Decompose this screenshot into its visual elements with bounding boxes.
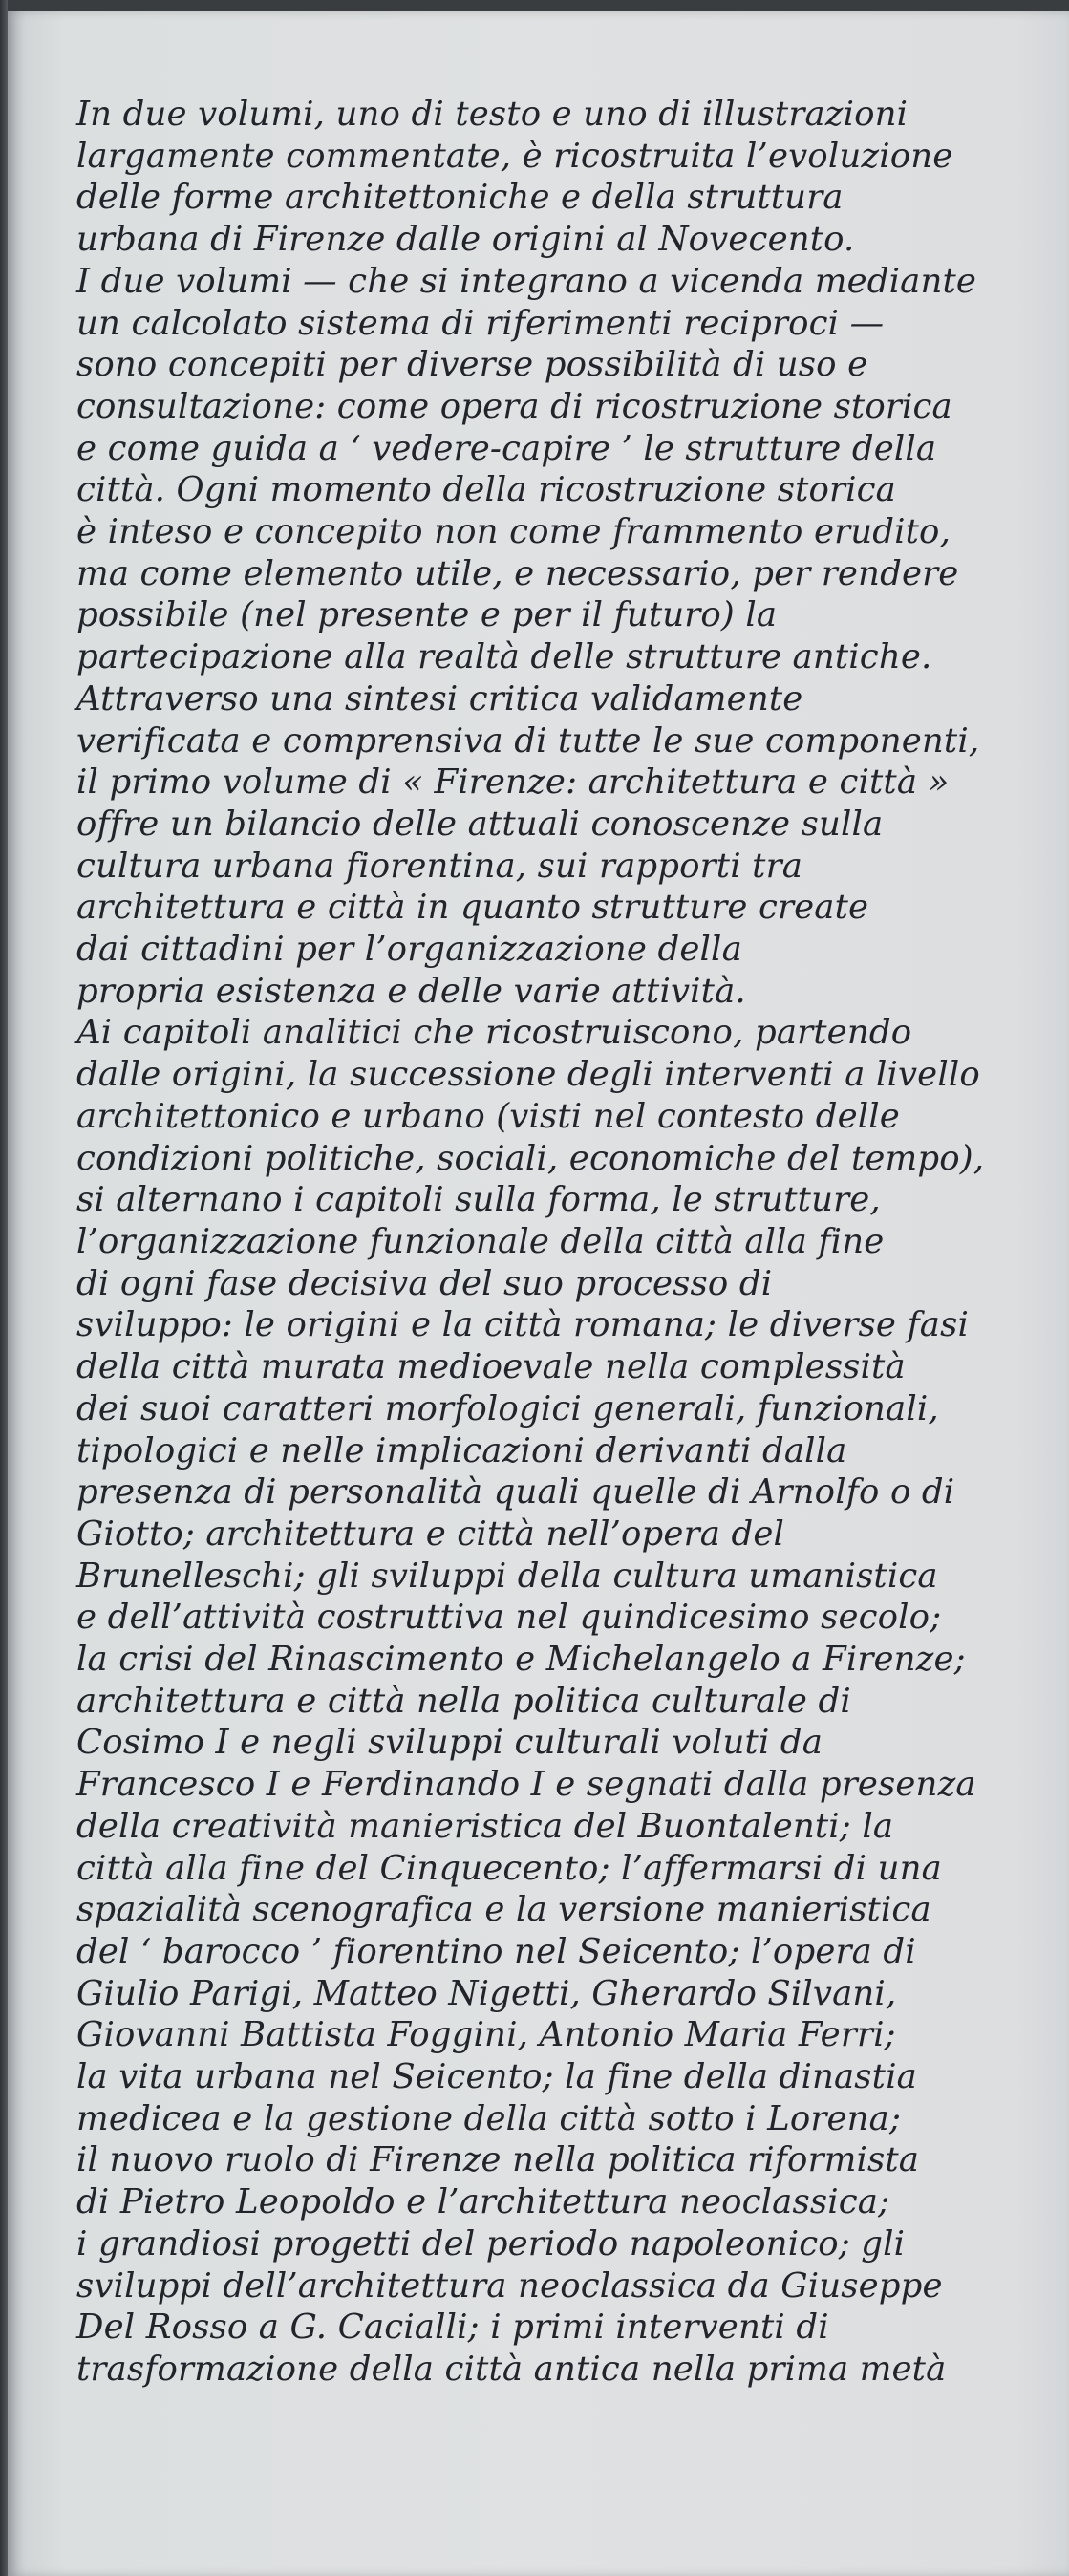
text-line: partecipazione alla realtà delle strutture antiche. — [76, 637, 932, 677]
text-line: delle forme architettoniche e della struttura — [76, 178, 844, 218]
text-line: il primo volume di « Firenze: architettura e città » — [76, 762, 950, 803]
text-line: si alternano i capitoli sulla forma, le strutture, — [76, 1180, 881, 1220]
text-line: la vita urbana nel Seicento; la fine della dinastia — [76, 2057, 917, 2097]
text-line: propria esistenza e delle varie attività. — [76, 971, 746, 1011]
text-line: un calcolato sistema di riferimenti reciproci — — [76, 303, 885, 343]
text-line: della creatività manieristica del Buontalenti; la — [76, 1806, 894, 1846]
text-line: Ai capitoli analitici che ricostruiscono, partendo — [76, 1013, 912, 1053]
text-line: e dell’attività costruttiva nel quindicesimo secolo; — [76, 1598, 942, 1638]
text-line: ma come elemento utile, e necessario, per rendere — [76, 553, 959, 593]
text-line: verificata e comprensiva di tutte le sue componenti, — [76, 720, 980, 761]
text-line: condizioni politiche, sociali, economiche del tempo), — [76, 1138, 985, 1178]
text-line: Giulio Parigi, Matteo Nigetti, Gherardo Silvani, — [76, 1973, 897, 2013]
book-spine-edge — [0, 0, 8, 2576]
text-line: di Pietro Leopoldo e l’architettura neoclassica; — [76, 2182, 890, 2222]
text-line: il nuovo ruolo di Firenze nella politica riformista — [76, 2140, 920, 2180]
text-line: del ‘ barocco ’ fiorentino nel Seicento; l’opera di — [76, 1931, 916, 1971]
text-line: città alla fine del Cinquecento; l’affermarsi di una — [76, 1848, 942, 1888]
text-line: Giovanni Battista Foggini, Antonio Maria Ferri; — [76, 2015, 896, 2055]
text-line: dai cittadini per l’organizzazione della — [76, 930, 742, 970]
text-line: dei suoi caratteri morfologici generali, funzionali, — [76, 1388, 939, 1428]
text-line: spazialità scenografica e la versione manieristica — [76, 1890, 931, 1930]
text-line: di ogni fase decisiva del suo processo di — [76, 1263, 773, 1303]
text-line: sono concepiti per diverse possibilità di uso e — [76, 345, 868, 385]
text-line: largamente commentate, è ricostruita l’evoluzione — [76, 136, 953, 176]
text-line: l’organizzazione funzionale della città alla fine — [76, 1221, 885, 1261]
text-line: della città murata medioevale nella complessità — [76, 1347, 906, 1387]
text-line: medicea e la gestione della città sotto i Lorena; — [76, 2098, 902, 2138]
text-line: e come guida a ‘ vedere-capire ’ le strutture della — [76, 428, 937, 468]
text-line: Brunelleschi; gli sviluppi della cultura umanistica — [76, 1556, 938, 1596]
text-line: possibile (nel presente e per il futuro) la — [76, 595, 778, 635]
text-line: consultazione: come opera di ricostruzione storica — [76, 386, 952, 426]
text-line: dalle origini, la successione degli interventi a livello — [76, 1055, 980, 1095]
text-line: sviluppo: le origini e la città romana; le diverse fasi — [76, 1305, 969, 1345]
text-line: Attraverso una sintesi critica validamente — [76, 678, 803, 719]
text-line: In due volumi, uno di testo e uno di illustrazioni — [76, 95, 909, 134]
flap-blurb-text — [76, 94, 1032, 2391]
text-line: offre un bilancio delle attuali conoscenze sulla — [76, 804, 884, 844]
text-line: urbana di Firenze dalle origini al Novecento. — [76, 220, 855, 260]
text-line: architettura e città in quanto strutture create — [76, 888, 869, 928]
text-line: cultura urbana fiorentina, sui rapporti tra — [76, 846, 803, 886]
text-line: architettonico e urbano (visti nel contesto delle — [76, 1096, 900, 1136]
text-line: presenza di personalità quali quelle di Arnolfo o di — [76, 1472, 955, 1513]
text-line: sviluppi dell’architettura neoclassica da Giuseppe — [76, 2265, 943, 2306]
text-line: Giotto; architettura e città nell’opera del — [76, 1513, 784, 1554]
text-line: I due volumi — che si integrano a vicenda mediante — [76, 261, 977, 301]
text-line: Cosimo I e negli sviluppi culturali voluti da — [76, 1723, 823, 1763]
text-line: i grandiosi progetti del periodo napoleonico; gli — [76, 2223, 906, 2264]
text-line: Del Rosso a G. Cacialli; i primi interventi di — [76, 2308, 829, 2348]
text-line: tipologici e nelle implicazioni derivanti dalla — [76, 1430, 847, 1470]
text-line: città. Ogni momento della ricostruzione storica — [76, 470, 896, 510]
text-line: Francesco I e Ferdinando I e segnati dalla presenza — [76, 1765, 976, 1805]
text-line: è inteso e concepito non come frammento erudito, — [76, 512, 951, 552]
text-line: trasformazione della città antica nella prima metà — [76, 2349, 947, 2389]
text-line: architettura e città nella politica culturale di — [76, 1681, 851, 1721]
text-line: la crisi del Rinascimento e Michelangelo a Firenze; — [76, 1640, 966, 1680]
